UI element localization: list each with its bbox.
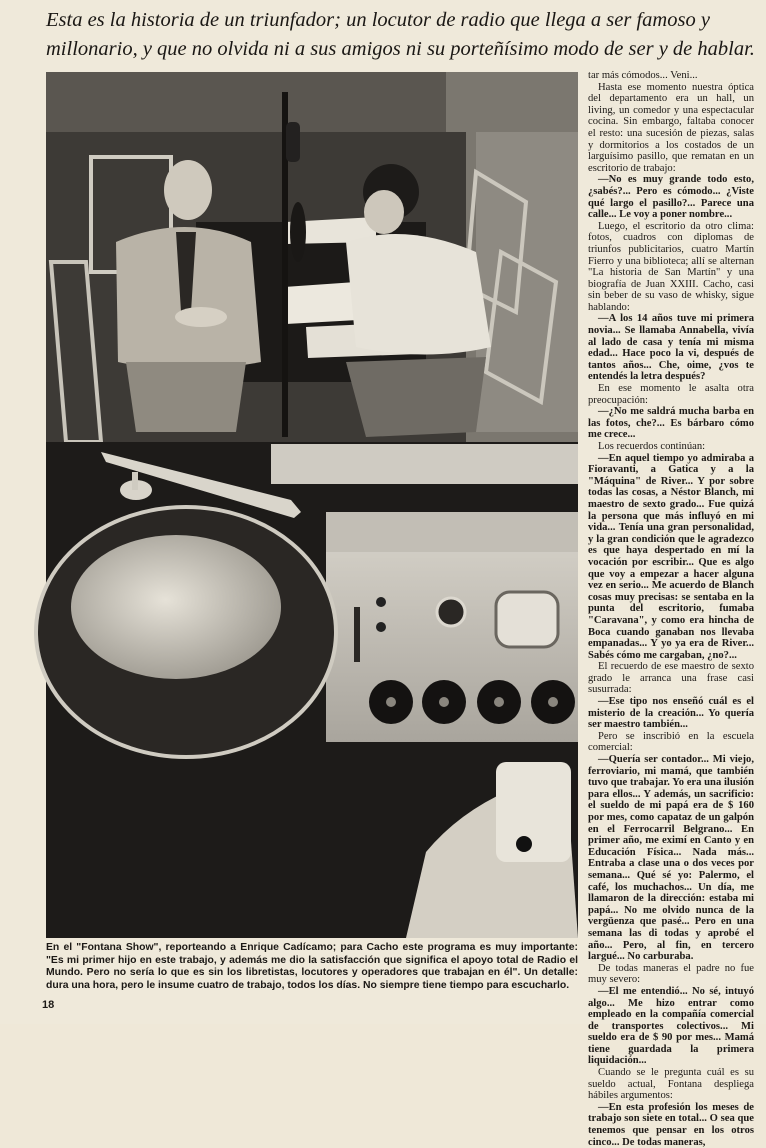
page-number: 18 [42, 999, 55, 1011]
paragraph: —El me entendió... No sé, intuyó algo... Me hizo entrar como empleado en la compañía comercial de transportes colectivos... Mi sueldo era de $ 90 por mes... Mamá tiene guardada la primera liquidación... [588, 985, 754, 1067]
paragraph: tar más cómodos... Veni... [588, 70, 698, 81]
paragraph: —A los 14 años tuve mi primera novia... Se llamaba Annabella, vivía al lado de casa y tenía mi misma edad... Hace poco la vi, después de tantos años... Che, oime, ¿vos te entendés la letra después? [588, 313, 754, 383]
paragraph: Hasta ese momento nuestra óptica del departamento era un hall, un living, un comedor y una espectacular cocina. Sin embargo, faltaba conocer el resto: una sucesión de piezas, salas y dormitorios a los costados de un larguísimo pasillo, que rematan en un escritorio de trabajo: [588, 81, 754, 174]
paragraph: En ese momento le asalta otra preocupación: [588, 383, 754, 406]
paragraph: Cuando se le pregunta cuál es su sueldo actual, Fontana despliega hábiles argumentos: [588, 1067, 754, 1102]
headline [46, 6, 758, 64]
paragraph: De todas maneras el padre no fue muy severo: [588, 962, 754, 986]
paragraph: Pero se inscribió en la escuela comercial: [588, 730, 754, 754]
paragraph: —En esta profesión los meses de trabajo son siete en total... O sea que tenemos que pensar en los otros cinco... De todas maneras, [588, 1101, 754, 1148]
paragraph: Los recuerdos continúan: [598, 441, 706, 452]
paragraph: El recuerdo de ese maestro de sexto grado le arranca una frase casi susurrada: [588, 661, 754, 696]
paragraph: —Ese tipo nos enseñó cuál es el misterio de la creación... Yo quería ser maestro también... [588, 696, 754, 731]
paragraph: —En aquel tiempo yo admiraba a Fioravanti, a Gatica y a la "Máquina" de River... Y por sobre todas las cosas, a Néstor Blanch, mi maestro de sexto grado... Fue quizá la persona que más influyó en mi vida... Tenía una gran personalidad, y la gran condición que le agradezco es que haya despertado en mí la vocación por escribir... Que es algo que voy a empezar a hacer alguna vez en serio... Me acuerdo de Blanch cosas muy precisas: se sentaba en la punta del escritorio, fumaba "Caravana", y como era hincha de Boca cuando ganaban nos llevaba empanadas... Y yo ya era de River... Sabés cómo me cargaban, ¿no?... [588, 452, 754, 661]
headline-line-1: Esta es la historia de un triunfador; un locutor de radio que llega a ser famoso y [46, 9, 710, 31]
article-text-column [588, 70, 754, 1148]
photo-caption: En el "Fontana Show", reporteando a Enrique Cadícamo; para Cacho este programa es muy importante: "Es mi primer hijo en este trabajo, y además me dio la satisfacción que significa el apoyo total de Radio el Mundo. Pero no sería lo que es sin los libretistas, locutores y operadores que trabajan en él". Un detalle: dura una hora, pero le insume cuatro de trabajo, todos los días. No siempre tiene tiempo para escucharlo. [46, 942, 578, 991]
paragraph: —No es muy grande todo esto, ¿sabés?... Pero es cómodo... ¿Viste qué largo el pasillo?... Parece una calle... Le voy a poner nombre... [588, 174, 754, 221]
radio-studio-photo [46, 72, 578, 938]
headline-line-2: millonario, y que no olvida ni a sus amigos ni su porteñísimo modo de ser y de hablar. [46, 38, 755, 60]
paragraph: Luego, el escritorio da otro clima: fotos, cuadros con diplomas de triunfos publicitarios, cuatro Martín Fierro y una biblioteca; allí se alternan "La historia de San Martín" y una biografía de Juan XXIII. Cacho, casi sin beber de su vaso de whisky, sigue hablando: [588, 220, 754, 313]
paragraph: —¿No me saldrá mucha barba en las fotos, che?... Es bárbaro cómo me crece... [588, 406, 754, 441]
paragraph: —Quería ser contador... Mi viejo, ferroviario, mi mamá, que también tuvo que trabajar. Yo era una ilusión para ellos... Y además, un sacrificio: el sueldo de mi papá era de $ 160 por mes, como capataz de un galpón en el Ferrocarril Belgrano... En primer año, me eximí en Canto y en Educación Física... Nada más... Entraba a clase una o dos veces por semana... Qué sé yo: Palermo, el café, los muchachos... Un día, me llamaron de la dirección: estaba mi papá... No me olvido nunca de la vergüenza que pasé... Pero en una semana las di todas y aprobé el año... Pero, al fin, en tercero largué... No carburaba. [588, 754, 754, 963]
